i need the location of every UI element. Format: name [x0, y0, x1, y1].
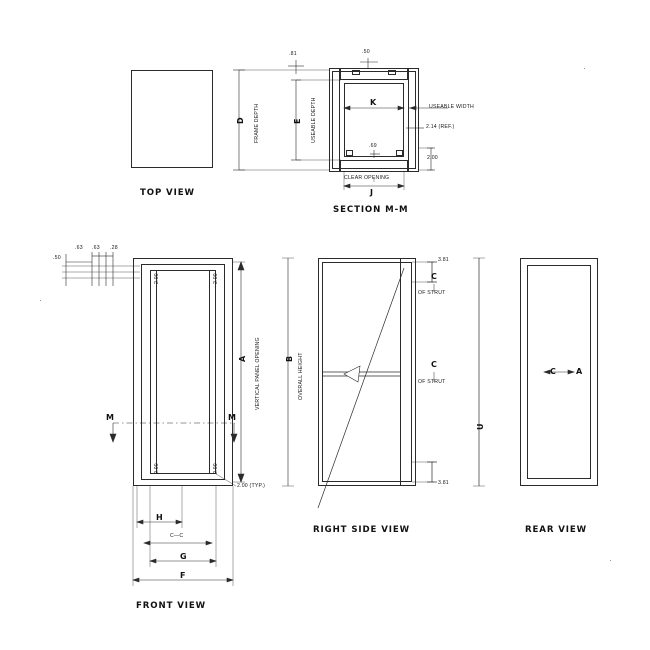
top-view-outline — [131, 70, 213, 168]
front-view-panel-opening — [150, 270, 216, 474]
front-dim-50: .50 — [53, 255, 61, 261]
section-useable-width-label: USEABLE WIDTH — [429, 104, 474, 110]
front-dim-g: G — [180, 552, 187, 561]
section-bottom-notch-left — [346, 150, 353, 156]
side-view-right-stile — [400, 258, 416, 486]
front-strut-dim-left: 2.00 — [154, 273, 160, 284]
section-bottom-notch-right — [396, 150, 403, 156]
section-clear-opening-label: CLEAR OPENING — [344, 175, 390, 181]
front-section-mark-left: M — [106, 413, 114, 422]
side-dim-381-bottom: 3.81 — [438, 480, 449, 486]
side-dim-u: U — [476, 423, 485, 430]
section-dim-214-ref: 2.14 (REF.) — [426, 124, 455, 130]
right-side-view-title: RIGHT SIDE VIEW — [313, 525, 410, 535]
rear-dim-a: A — [576, 367, 583, 376]
front-section-mark-right: M — [228, 413, 236, 422]
side-view-inner-frame — [322, 262, 412, 482]
section-top-rail — [340, 68, 408, 80]
side-dim-381-top: 3.81 — [438, 257, 449, 263]
section-useable-depth-label: USEABLE DEPTH — [311, 97, 317, 143]
front-strut-dim-left-bottom: 2.00 — [154, 463, 160, 474]
side-of-strut-label-top: OF STRUT — [418, 290, 446, 296]
section-dim-j: J — [370, 188, 373, 197]
section-dim-50: .50 — [362, 49, 370, 55]
front-strut-dim-right-bottom: 2.00 — [213, 463, 219, 474]
front-dim-63a: .63 — [75, 245, 83, 251]
section-dim-200: 2.00 — [427, 155, 438, 161]
front-strut-left — [150, 270, 157, 474]
section-left-jamb — [329, 68, 340, 172]
section-bottom-rail — [340, 160, 408, 172]
rear-centerline-mark: C — [550, 367, 556, 376]
front-vertical-panel-opening-label: VERTICAL PANEL OPENING — [255, 337, 261, 410]
top-view-title: TOP VIEW — [140, 188, 195, 198]
front-dim-h: H — [156, 513, 163, 522]
side-centerline-mark-top: C — [431, 272, 437, 281]
front-strut-dim-right: 2.00 — [213, 273, 219, 284]
front-dim-f: F — [180, 571, 186, 580]
section-dim-k: K — [370, 98, 377, 107]
scan-speck — [610, 560, 611, 561]
section-dim-69: .69 — [369, 143, 377, 149]
scan-speck — [40, 300, 41, 301]
section-frame-depth-label: FRAME DEPTH — [254, 103, 260, 143]
front-strut-right — [209, 270, 216, 474]
rear-view-title: REAR VIEW — [525, 525, 588, 535]
front-dim-200-typ: 2.00 (TYP.) — [237, 483, 266, 489]
section-dim-e: E — [293, 118, 302, 124]
front-dim-a: A — [238, 355, 247, 362]
section-dim-81: .81 — [289, 51, 297, 57]
section-dim-d: D — [236, 117, 245, 124]
side-of-strut-label-mid: OF STRUT — [418, 379, 446, 385]
front-dim-63b: .63 — [92, 245, 100, 251]
section-right-jamb — [408, 68, 419, 172]
front-dim-cc: C—C — [170, 533, 184, 539]
front-dim-28: .28 — [110, 245, 118, 251]
front-overall-height-label: OVERALL HEIGHT — [298, 352, 304, 400]
section-top-notch-left — [352, 70, 360, 75]
scan-speck — [584, 68, 585, 69]
front-dim-b: B — [285, 355, 294, 362]
front-view-title: FRONT VIEW — [136, 601, 207, 611]
section-mm-title: SECTION M-M — [333, 205, 409, 215]
side-centerline-mark-mid: C — [431, 360, 437, 369]
section-top-notch-right — [388, 70, 396, 75]
